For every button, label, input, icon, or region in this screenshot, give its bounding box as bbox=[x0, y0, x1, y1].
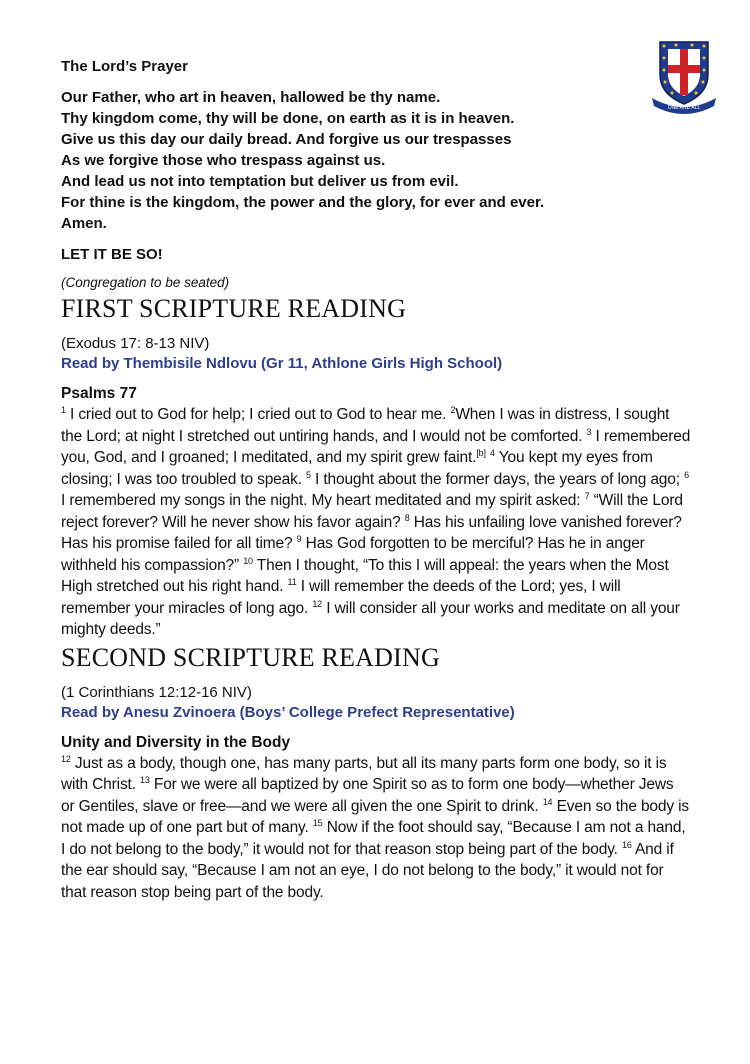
second-reading-reader: Read by Anesu Zvinoera (Boys’ College Prefect Representative) bbox=[61, 703, 515, 721]
verse-number: 7 bbox=[584, 490, 590, 501]
verse-text: Then I thought, “To this I will appeal: the years when the Most High stretched out his right hand. bbox=[61, 556, 669, 595]
first-reading-passage bbox=[61, 404, 691, 641]
verse-number: 4 bbox=[490, 447, 495, 458]
crest-motto: ONE AND ALL bbox=[667, 105, 701, 111]
verse-number: 16 bbox=[621, 839, 632, 850]
verse-text: Has his unfailing love vanished forever? Has his promise failed for all time? bbox=[61, 513, 682, 552]
verse-number: 12 bbox=[61, 753, 71, 764]
verse-text: Even so the body is not made up of one part but of many. bbox=[61, 797, 690, 836]
second-reading-reference: (1 Corinthians 12:12-16 NIV) bbox=[61, 683, 252, 701]
verse-number: 6 bbox=[684, 469, 689, 480]
prayer-text bbox=[61, 87, 691, 234]
prayer-line: Thy kingdom come, thy will be done, on earth as it is in heaven. bbox=[61, 110, 515, 127]
verse-number: 13 bbox=[140, 774, 150, 785]
verse-number: 1 bbox=[61, 404, 66, 415]
verse-number: 9 bbox=[296, 533, 302, 544]
verse-number: 3 bbox=[586, 426, 592, 437]
verse-text: I cried out to God for help; I cried out to God to hear me. bbox=[65, 406, 451, 423]
verse-number: 8 bbox=[404, 512, 410, 523]
verse-number: 2 bbox=[450, 404, 456, 415]
verse-text: Has God forgotten to be merciful? Has he in anger withheld his compassion?” bbox=[61, 535, 645, 574]
prayer-title: The Lord’s Prayer bbox=[61, 58, 188, 75]
verse-number: 14 bbox=[542, 796, 553, 807]
prayer-closing: LET IT BE SO! bbox=[61, 246, 163, 263]
verse-number: 12 bbox=[312, 598, 323, 609]
congregation-instruction: (Congregation to be seated) bbox=[61, 275, 230, 290]
verse-number: 11 bbox=[287, 576, 297, 587]
prayer-line: Give us this day our daily bread. And forgive us our trespasses bbox=[61, 131, 512, 148]
verse-text: Now if the foot should say, “Because I am not a hand, I do not belong to the body,” it would not for that reason stop being part of the body. bbox=[61, 819, 686, 858]
verse-text: “Will the Lord reject forever? Will he never show his favor again? bbox=[61, 492, 683, 531]
verse-text: Just as a body, though one, has many parts, but all its many parts form one body, so it is with Christ. bbox=[61, 754, 667, 793]
verse-text: You kept my eyes from closing; I was too troubled to speak. bbox=[61, 449, 653, 488]
first-reading-reference: (Exodus 17: 8-13 NIV) bbox=[61, 335, 210, 352]
verse-text: I remembered you, God, and I groaned; I meditated, and my spirit grew faint. bbox=[61, 427, 691, 466]
verse-text: I will remember the deeds of the Lord; yes, I will remember your miracles of long ago. bbox=[61, 578, 621, 617]
first-reading-reader: Read by Thembisile Ndlovu (Gr 11, Athlone Girls High School) bbox=[61, 355, 503, 372]
first-reading-heading: FIRST SCRIPTURE READING bbox=[61, 294, 407, 323]
order-of-service-page bbox=[61, 58, 691, 905]
second-reading-heading: SECOND SCRIPTURE READING bbox=[61, 642, 440, 672]
prayer-line: As we forgive those who trespass against us. bbox=[61, 152, 386, 169]
second-reading-passage-title: Unity and Diversity in the Body bbox=[61, 733, 291, 751]
verse-text: For we were all baptized by one Spirit so as to form one body—whether Jews or Gentiles, slave or free—and we were all given the one Spirit to drink. bbox=[61, 776, 674, 815]
verse-text: I will consider all your works and meditate on all your mighty deeds.” bbox=[61, 599, 680, 638]
prayer-line: And lead us not into temptation but deliver us from evil. bbox=[61, 173, 459, 190]
verse-text: I thought about the former days, the years of long ago; bbox=[310, 470, 685, 488]
prayer-line: For thine is the kingdom, the power and the glory, for ever and ever. bbox=[61, 194, 545, 211]
prayer-line: Amen. bbox=[61, 215, 107, 232]
verse-number: 5 bbox=[306, 469, 311, 480]
second-reading-passage bbox=[61, 753, 691, 904]
first-reading-passage-title: Psalms 77 bbox=[61, 385, 137, 402]
verse-text: And if the ear should say, “Because I am not an eye, I do not belong to the body,” it would not for that reason stop being part of the body. bbox=[61, 840, 674, 901]
footnote-marker: [b] bbox=[476, 447, 486, 458]
verse-text: When I was in distress, I sought the Lord; at night I stretched out untiring hands, and I would not be comforted. bbox=[61, 406, 670, 445]
prayer-line: Our Father, who art in heaven, hallowed be thy name. bbox=[61, 89, 441, 106]
verse-number: 10 bbox=[243, 555, 253, 566]
verse-number: 15 bbox=[312, 817, 323, 828]
verse-text: I remembered my songs in the night. My heart meditated and my spirit asked: bbox=[61, 492, 585, 509]
